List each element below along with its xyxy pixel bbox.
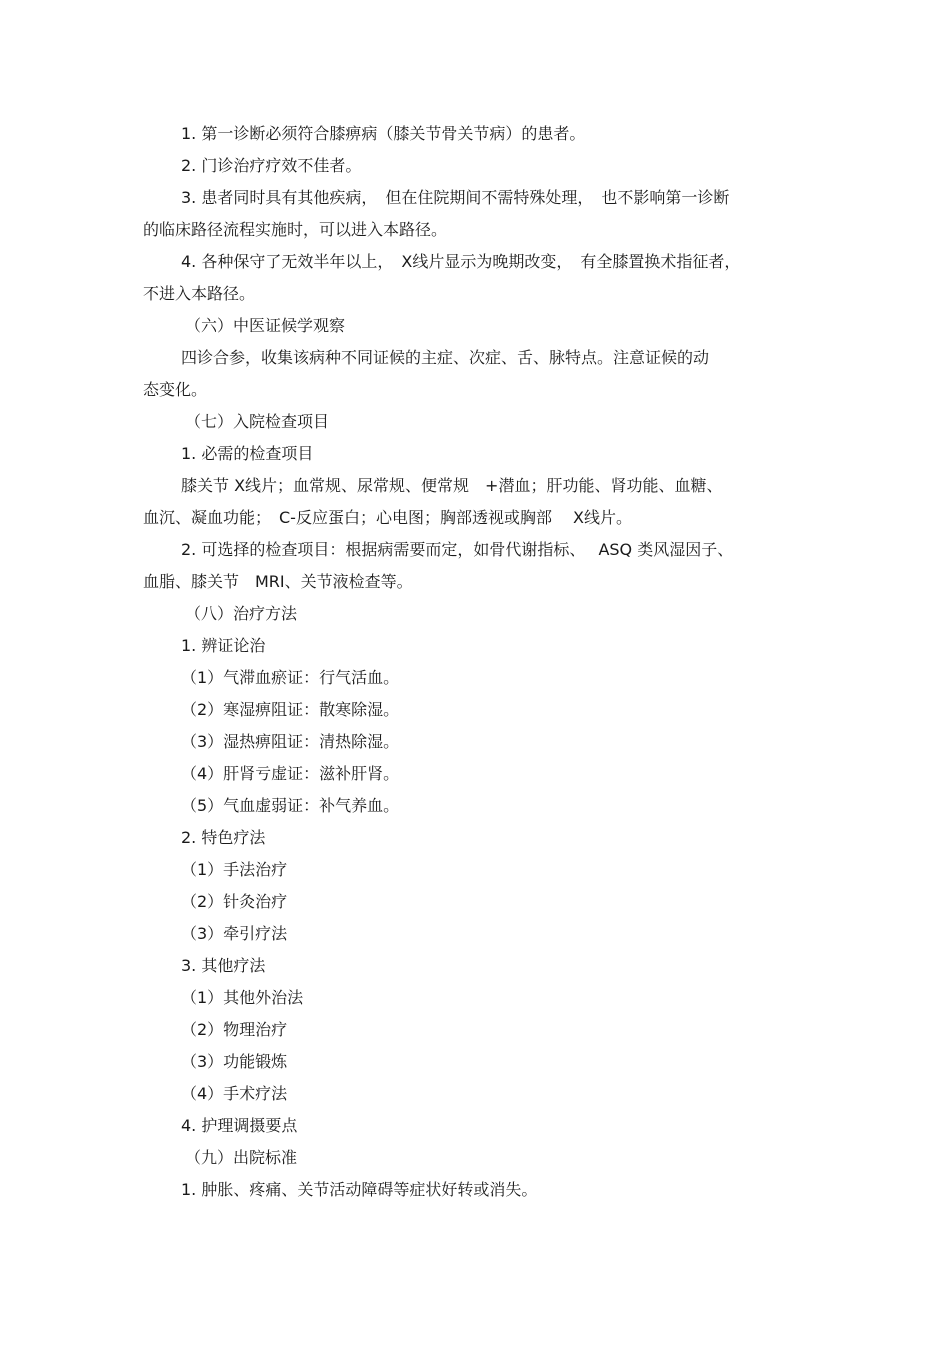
document-body (143, 118, 808, 1206)
criteria-line-3: 3. 患者同时具有其他疾病， 但在住院期间不需特殊处理， 也不影响第一诊断 (181, 188, 730, 207)
list-item: （4）肝肾亏虚证：滋补肝肾。 (181, 764, 400, 783)
list-item: （5）气血虚弱证：补气养血。 (181, 796, 400, 815)
paragraph-observation-cont: 态变化。 (143, 380, 208, 399)
section-heading-6: （六）中医证候学观察 (185, 316, 346, 335)
list-item: （3）牵引疗法 (181, 924, 288, 943)
list-item: （2）物理治疗 (181, 1020, 288, 1039)
subheading-special-therapy: 2. 特色疗法 (181, 828, 266, 847)
paragraph-optional-exams: 2. 可选择的检查项目：根据病需要而定，如骨代谢指标、 ASQ 类风湿因子、 (181, 540, 734, 559)
list-item: （1）气滞血瘀证：行气活血。 (181, 668, 400, 687)
list-item: （4）手术疗法 (181, 1084, 288, 1103)
paragraph-optional-exams-cont: 血脂、膝关节 MRI、关节液检查等。 (143, 572, 413, 591)
criteria-line-4: 4. 各种保守了无效半年以上， X线片显示为晚期改变， 有全膝置换术指征者， (181, 252, 741, 271)
section-heading-9: （九）出院标准 (185, 1148, 298, 1167)
discharge-criteria-line-1: 1. 肿胀、疼痛、关节活动障碍等症状好转或消失。 (181, 1180, 538, 1199)
paragraph-required-exams: 膝关节 X线片；血常规、尿常规、便常规 +潜血；肝功能、肾功能、血糖、 (181, 476, 723, 495)
subheading-required-exams: 1. 必需的检查项目 (181, 444, 314, 463)
list-item: （2）针灸治疗 (181, 892, 288, 911)
subheading-nursing: 4. 护理调摄要点 (181, 1116, 298, 1135)
list-item: （3）功能锻炼 (181, 1052, 288, 1071)
subheading-syndrome-treatment: 1. 辨证论治 (181, 636, 266, 655)
paragraph-observation: 四诊合参，收集该病种不同证候的主症、次症、舌、脉特点。注意证候的动 (181, 348, 710, 367)
section-heading-7: （七）入院检查项目 (185, 412, 330, 431)
list-item: （1）其他外治法 (181, 988, 304, 1007)
criteria-line-4-cont: 不进入本路径。 (143, 284, 256, 303)
list-item: （3）湿热痹阻证：清热除湿。 (181, 732, 400, 751)
criteria-line-3-cont: 的临床路径流程实施时，可以进入本路径。 (143, 220, 448, 239)
section-heading-8: （八）治疗方法 (185, 604, 298, 623)
criteria-line-2: 2. 门诊治疗疗效不佳者。 (181, 156, 362, 175)
subheading-other-therapy: 3. 其他疗法 (181, 956, 266, 975)
criteria-line-1: 1. 第一诊断必须符合膝痹病（膝关节骨关节病）的患者。 (181, 124, 586, 143)
list-item: （1）手法治疗 (181, 860, 288, 879)
list-item: （2）寒湿痹阻证：散寒除湿。 (181, 700, 400, 719)
paragraph-required-exams-cont: 血沉、凝血功能； C-反应蛋白；心电图；胸部透视或胸部 X线片。 (143, 508, 632, 527)
